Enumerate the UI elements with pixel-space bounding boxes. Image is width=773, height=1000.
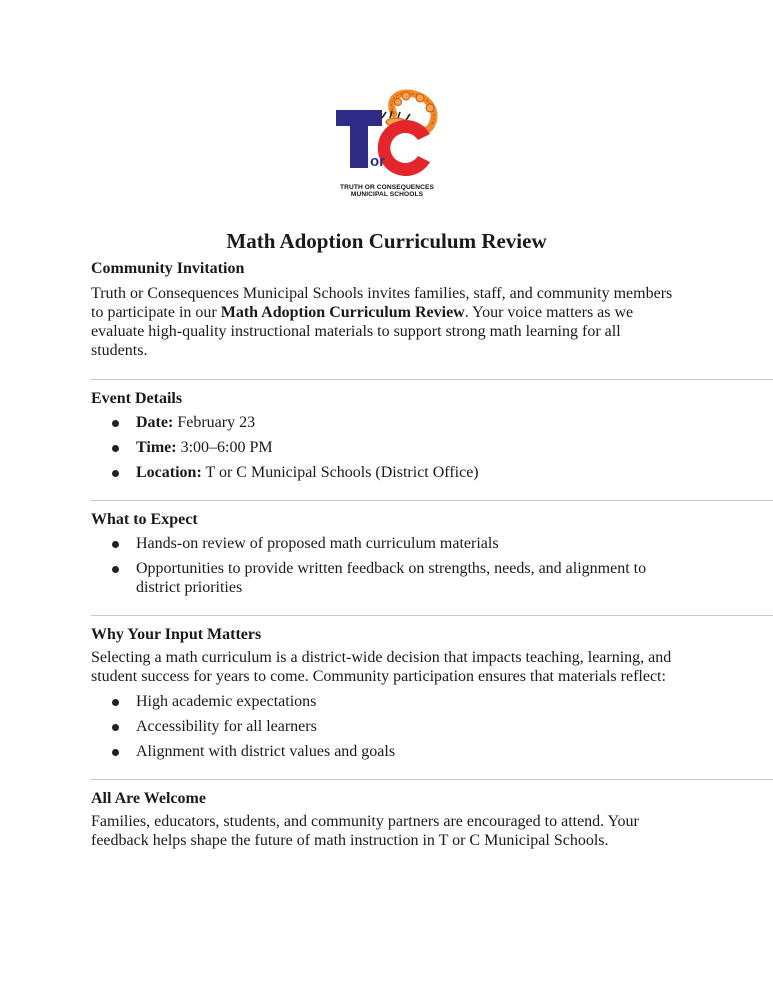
welcome-paragraph: Families, educators, students, and community partners are encouraged to attend. Your feedback helps shape the future of math instruction in T or C Municipal Schools. [91, 813, 639, 849]
bullet-icon [112, 445, 119, 452]
bullet-icon [112, 470, 119, 477]
page-title: Math Adoption Curriculum Review [226, 229, 547, 253]
list-item: Opportunities to provide written feedback on strengths, needs, and alignment to district priorities [91, 559, 676, 597]
document-body [91, 226, 773, 850]
expect-list [91, 534, 773, 597]
section-what-to-expect [91, 510, 773, 597]
bullet-icon [112, 699, 119, 706]
section-all-are-welcome [91, 789, 773, 850]
bullet-icon [112, 724, 119, 731]
matters-list [91, 692, 773, 761]
section-heading: What to Expect [91, 511, 198, 528]
section-why-input-matters [91, 625, 773, 761]
list-item: Date: February 23 [91, 413, 676, 432]
section-heading: Event Details [91, 390, 183, 407]
section-community-invitation [91, 259, 773, 360]
bullet-icon [112, 749, 119, 756]
list-item: Alignment with district values and goals [91, 742, 676, 761]
letter-or-icon: or [370, 153, 385, 170]
bullet-icon [112, 541, 119, 548]
list-item: Location: T or C Municipal Schools (District Office) [91, 463, 676, 482]
logo-caption [334, 184, 440, 198]
bullet-icon [112, 420, 119, 427]
section-divider [91, 615, 773, 616]
list-item: Hands-on review of proposed math curriculum materials [91, 534, 676, 553]
invitation-paragraph: Truth or Consequences Municipal Schools invites families, staff, and community members to participate in our Math Adoption Curriculum Review. Your voice matters as we evaluate high-quality instructional materials to support strong math learning for all students. [91, 285, 673, 359]
emphasis-text: Math Adoption Curriculum Review [220, 304, 465, 321]
section-heading: All Are Welcome [91, 790, 206, 807]
logo-caption-line2: MUNICIPAL SCHOOLS [350, 191, 424, 199]
letter-c-icon [378, 120, 430, 176]
district-logo [334, 88, 440, 204]
list-item: Time: 3:00–6:00 PM [91, 438, 676, 457]
section-heading: Why Your Input Matters [91, 626, 262, 643]
section-divider [91, 500, 773, 501]
logo-caption-line1: TRUTH OR CONSEQUENCES [339, 184, 435, 191]
section-event-details [91, 389, 773, 482]
section-divider [91, 379, 773, 380]
list-item: Accessibility for all learners [91, 717, 676, 736]
list-item: High academic expectations [91, 692, 676, 711]
torc-logo-mark [334, 88, 440, 184]
section-heading: Community Invitation [91, 260, 245, 277]
bullet-icon [112, 566, 119, 573]
event-details-list [91, 413, 773, 482]
matters-paragraph: Selecting a math curriculum is a district-wide decision that impacts teaching, learning, and student success for years to come. Community participation ensures that materials reflect: [91, 649, 672, 685]
section-divider [91, 779, 773, 780]
